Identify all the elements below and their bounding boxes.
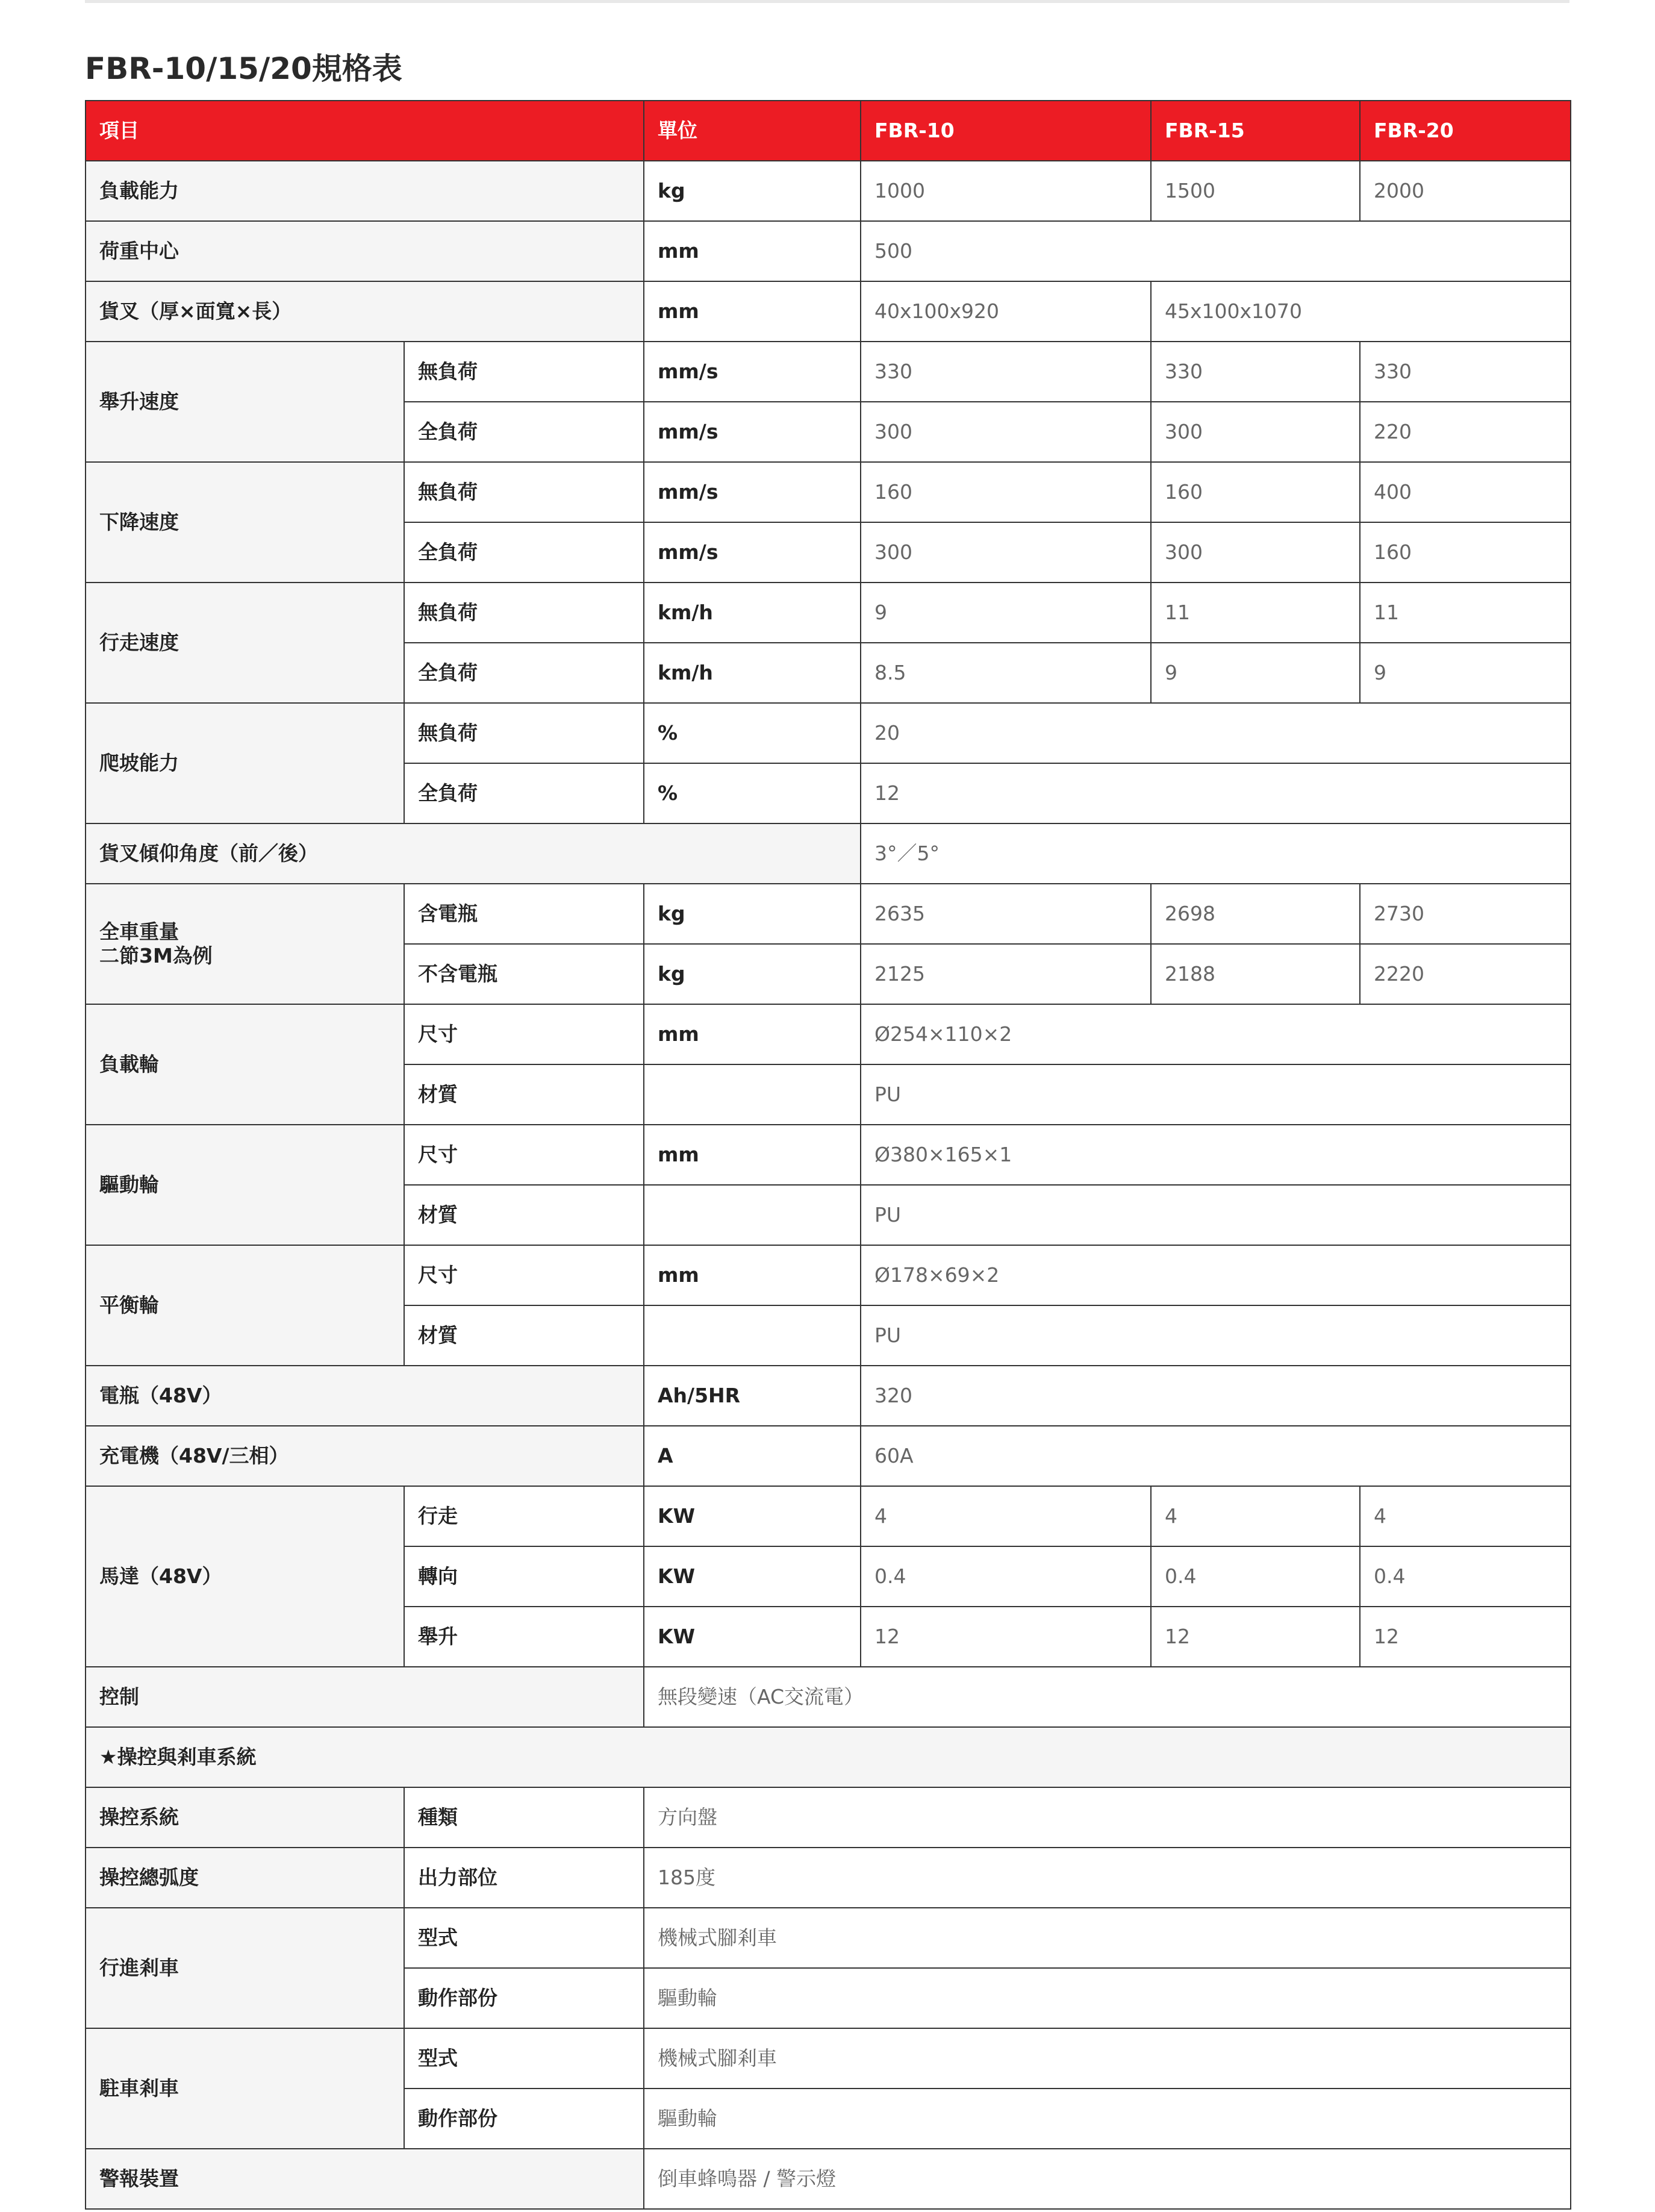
- cell-value: 倒車蜂鳴器 / 警示燈: [644, 2149, 1571, 2209]
- row-unit: mm: [644, 1125, 861, 1185]
- cell-value: 300: [861, 402, 1151, 462]
- cell-value: 330: [1151, 342, 1360, 402]
- cell-value: 4: [861, 1486, 1151, 1546]
- row-label: 操控系統: [86, 1787, 404, 1848]
- row-unit: [644, 1185, 861, 1245]
- row-sublabel: 全負荷: [404, 643, 644, 703]
- cell-value: Ø380×165×1: [861, 1125, 1571, 1185]
- row-label: 行進剎車: [86, 1908, 404, 2028]
- header-model-fbr15: FBR-15: [1151, 101, 1360, 161]
- table-row: [86, 462, 1571, 522]
- row-unit: KW: [644, 1607, 861, 1667]
- row-label-line1: 全車重量: [99, 920, 179, 943]
- row-unit: kg: [644, 161, 861, 221]
- table-row: [86, 342, 1571, 402]
- section-header-row: [86, 1727, 1571, 1787]
- cell-value: PU: [861, 1305, 1571, 1366]
- cell-value: 12: [861, 1607, 1151, 1667]
- cell-value: 機械式腳剎車: [644, 2028, 1571, 2089]
- cell-value: 160: [861, 462, 1151, 522]
- cell-value: 2000: [1360, 161, 1571, 221]
- row-label: 平衡輪: [86, 1245, 404, 1366]
- cell-value: 0.4: [1360, 1546, 1571, 1607]
- row-sublabel: 尺寸: [404, 1125, 644, 1185]
- table-row: [86, 2149, 1571, 2209]
- row-label: 下降速度: [86, 462, 404, 583]
- row-sublabel: 舉升: [404, 1607, 644, 1667]
- row-sublabel: 動作部份: [404, 1968, 644, 2028]
- cell-value: 9: [1360, 643, 1571, 703]
- table-row: [86, 1366, 1571, 1426]
- row-sublabel: 無負荷: [404, 462, 644, 522]
- row-label: 電瓶（48V）: [86, 1366, 644, 1426]
- row-unit: [644, 1064, 861, 1125]
- cell-value: 330: [861, 342, 1151, 402]
- table-row: [86, 703, 1571, 763]
- row-label: 負載輪: [86, 1004, 404, 1125]
- cell-value: 9: [861, 583, 1151, 643]
- cell-value: 0.4: [861, 1546, 1151, 1607]
- row-unit: mm: [644, 221, 861, 281]
- row-sublabel: 材質: [404, 1305, 644, 1366]
- row-label: 駐車剎車: [86, 2028, 404, 2149]
- cell-value: 驅動輪: [644, 1968, 1571, 2028]
- header-unit: 單位: [644, 101, 861, 161]
- row-label: [86, 884, 404, 1004]
- row-label: 行走速度: [86, 583, 404, 703]
- row-sublabel: 型式: [404, 2028, 644, 2089]
- cell-value: 9: [1151, 643, 1360, 703]
- row-sublabel: 含電瓶: [404, 884, 644, 944]
- cell-value: 160: [1151, 462, 1360, 522]
- row-sublabel: 尺寸: [404, 1245, 644, 1305]
- row-sublabel: 無負荷: [404, 342, 644, 402]
- table-row: [86, 281, 1571, 342]
- cell-value: 220: [1360, 402, 1571, 462]
- row-unit: KW: [644, 1486, 861, 1546]
- row-label: 舉升速度: [86, 342, 404, 462]
- cell-value: Ø254×110×2: [861, 1004, 1571, 1064]
- row-unit: mm/s: [644, 402, 861, 462]
- table-row: [86, 1787, 1571, 1848]
- header-model-fbr20: FBR-20: [1360, 101, 1571, 161]
- cell-value: 2125: [861, 944, 1151, 1004]
- cell-value: 400: [1360, 462, 1571, 522]
- row-unit: [644, 1305, 861, 1366]
- cell-value: Ø178×69×2: [861, 1245, 1571, 1305]
- table-row: [86, 161, 1571, 221]
- table-row: [86, 1908, 1571, 1968]
- row-unit: mm/s: [644, 342, 861, 402]
- row-unit: km/h: [644, 583, 861, 643]
- cell-value: 驅動輪: [644, 2089, 1571, 2149]
- table-row: [86, 1004, 1571, 1064]
- table-row: [86, 823, 1571, 884]
- cell-value: 45x100x1070: [1151, 281, 1571, 342]
- row-unit: km/h: [644, 643, 861, 703]
- cell-value: 330: [1360, 342, 1571, 402]
- row-unit: mm/s: [644, 462, 861, 522]
- cell-value: PU: [861, 1064, 1571, 1125]
- section-title: ★操控與剎車系統: [86, 1727, 1571, 1787]
- row-sublabel: 轉向: [404, 1546, 644, 1607]
- cell-value: 2698: [1151, 884, 1360, 944]
- table-row: [86, 1426, 1571, 1486]
- cell-value: 160: [1360, 522, 1571, 583]
- row-unit: mm: [644, 1004, 861, 1064]
- header-model-fbr10: FBR-10: [861, 101, 1151, 161]
- spec-table: [85, 100, 1571, 2210]
- row-label: 充電機（48V/三相）: [86, 1426, 644, 1486]
- cell-value: 12: [1151, 1607, 1360, 1667]
- row-label: 控制: [86, 1667, 644, 1727]
- table-row: [86, 884, 1571, 944]
- top-divider: [85, 0, 1569, 3]
- table-row: [86, 1667, 1571, 1727]
- cell-value: 2635: [861, 884, 1151, 944]
- cell-value: 4: [1151, 1486, 1360, 1546]
- cell-value: 1000: [861, 161, 1151, 221]
- header-item: 項目: [86, 101, 644, 161]
- cell-value: 300: [1151, 522, 1360, 583]
- cell-value: 2220: [1360, 944, 1571, 1004]
- row-label: 警報裝置: [86, 2149, 644, 2209]
- cell-value: 40x100x920: [861, 281, 1151, 342]
- table-row: [86, 1848, 1571, 1908]
- row-sublabel: 全負荷: [404, 402, 644, 462]
- table-row: [86, 221, 1571, 281]
- cell-value: 500: [861, 221, 1571, 281]
- row-sublabel: 不含電瓶: [404, 944, 644, 1004]
- cell-value: 8.5: [861, 643, 1151, 703]
- table-row: [86, 1125, 1571, 1185]
- cell-value: PU: [861, 1185, 1571, 1245]
- cell-value: 機械式腳剎車: [644, 1908, 1571, 1968]
- row-label-line2: 二節3M為例: [99, 944, 213, 967]
- cell-value: 無段變速（AC交流電）: [644, 1667, 1571, 1727]
- cell-value: 20: [861, 703, 1571, 763]
- row-label: 負載能力: [86, 161, 644, 221]
- row-label: 驅動輪: [86, 1125, 404, 1245]
- row-sublabel: 種類: [404, 1787, 644, 1848]
- row-unit: kg: [644, 944, 861, 1004]
- cell-value: 11: [1151, 583, 1360, 643]
- row-sublabel: 行走: [404, 1486, 644, 1546]
- row-unit: %: [644, 703, 861, 763]
- row-sublabel: 材質: [404, 1064, 644, 1125]
- row-unit: Ah/5HR: [644, 1366, 861, 1426]
- table-header-row: [86, 101, 1571, 161]
- row-sublabel: 材質: [404, 1185, 644, 1245]
- cell-value: 320: [861, 1366, 1571, 1426]
- row-sublabel: 尺寸: [404, 1004, 644, 1064]
- cell-value: 3°／5°: [861, 823, 1571, 884]
- row-label: 操控總弧度: [86, 1848, 404, 1908]
- cell-value: 300: [1151, 402, 1360, 462]
- row-unit: %: [644, 763, 861, 823]
- row-unit: mm: [644, 281, 861, 342]
- row-unit: KW: [644, 1546, 861, 1607]
- cell-value: 0.4: [1151, 1546, 1360, 1607]
- row-unit: kg: [644, 884, 861, 944]
- row-sublabel: 全負荷: [404, 763, 644, 823]
- cell-value: 2188: [1151, 944, 1360, 1004]
- cell-value: 2730: [1360, 884, 1571, 944]
- cell-value: 12: [861, 763, 1571, 823]
- row-unit: mm/s: [644, 522, 861, 583]
- row-label: 貨叉（厚×面寬×長）: [86, 281, 644, 342]
- row-sublabel: 出力部位: [404, 1848, 644, 1908]
- row-sublabel: 型式: [404, 1908, 644, 1968]
- row-sublabel: 動作部份: [404, 2089, 644, 2149]
- row-sublabel: 無負荷: [404, 583, 644, 643]
- row-sublabel: 無負荷: [404, 703, 644, 763]
- table-row: [86, 1486, 1571, 1546]
- cell-value: 60A: [861, 1426, 1571, 1486]
- table-row: [86, 583, 1571, 643]
- row-label: 荷重中心: [86, 221, 644, 281]
- row-unit: A: [644, 1426, 861, 1486]
- page-title: FBR-10/15/20規格表: [85, 51, 402, 86]
- table-row: [86, 2028, 1571, 2089]
- cell-value: 185度: [644, 1848, 1571, 1908]
- row-label: 爬坡能力: [86, 703, 404, 823]
- cell-value: 方向盤: [644, 1787, 1571, 1848]
- row-sublabel: 全負荷: [404, 522, 644, 583]
- row-label: 馬達（48V）: [86, 1486, 404, 1667]
- row-unit: mm: [644, 1245, 861, 1305]
- table-row: [86, 1245, 1571, 1305]
- cell-value: 1500: [1151, 161, 1360, 221]
- cell-value: 300: [861, 522, 1151, 583]
- cell-value: 4: [1360, 1486, 1571, 1546]
- cell-value: 11: [1360, 583, 1571, 643]
- row-label: 貨叉傾仰角度（前／後）: [86, 823, 861, 884]
- cell-value: 12: [1360, 1607, 1571, 1667]
